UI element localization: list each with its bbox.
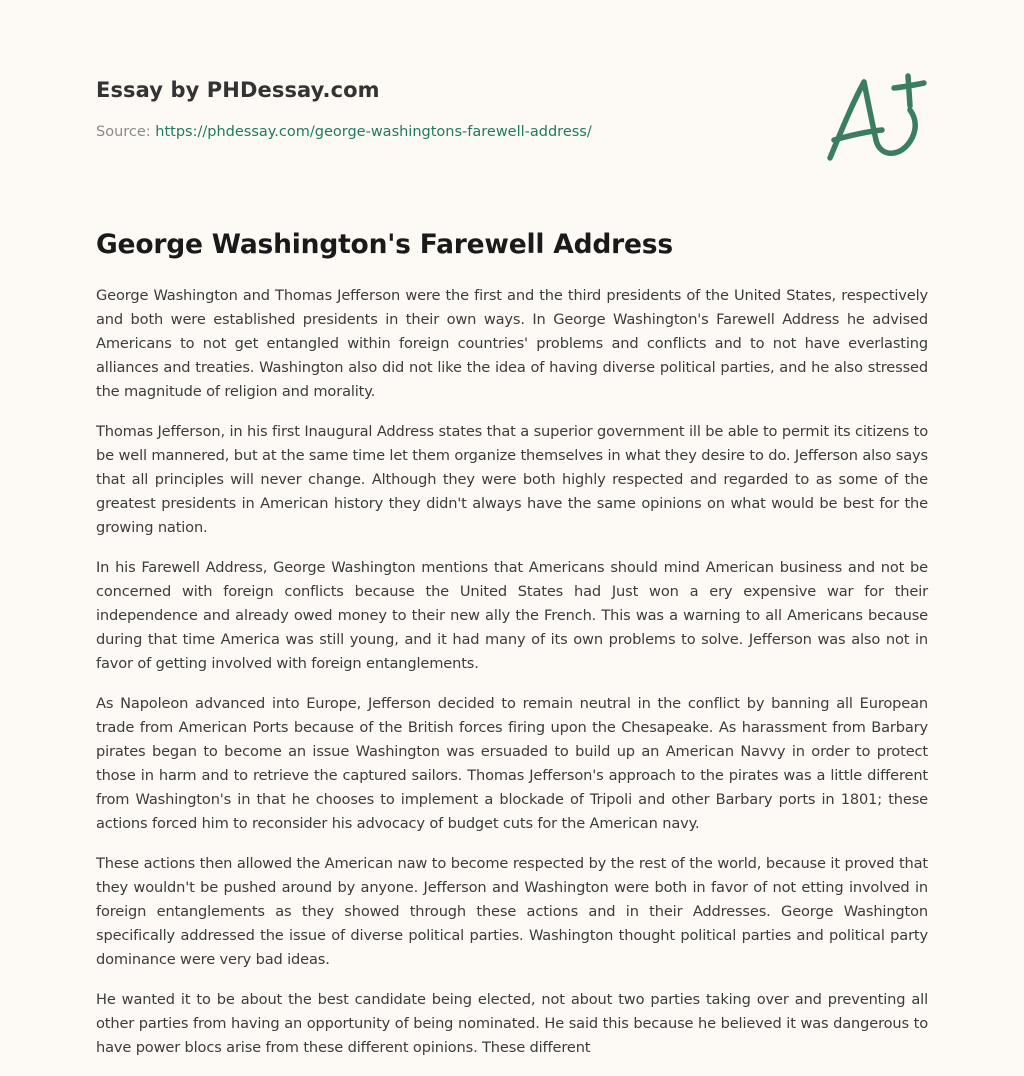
- site-brand: Essay by PHDessay.com: [96, 78, 380, 102]
- essay-paragraph: As Napoleon advanced into Europe, Jefferson decided to remain neutral in the conflict by banning all European trade from American Ports because of the British forces firing upon the Chesapeake. As harassment from Barbary pirates began to become an issue Washington was ersuaded to build up an American Navvy in order to protect those in harm and to retrieve the captured sailors. Thomas Jefferson's approach to the pirates was a little different from Washington's in that he chooses to implement a blockade of Tripoli and other Barbary ports in 1801; these actions forced him to reconsider his advocacy of budget cuts for the American navy.: [96, 695, 928, 832]
- essay-paragraph: George Washington and Thomas Jefferson were the first and the third presidents of the United States, respectively and both were established presidents in their own ways. In George Washington's Farewell Address he advised Americans to not get entangled within foreign countries' problems and conflicts and to not have everlasting alliances and treaties. Washington also did not like the idea of having diverse political parties, and he also stressed the magnitude of religion and morality.: [96, 287, 928, 400]
- source-label: Source:: [96, 124, 156, 140]
- essay-paragraph: In his Farewell Address, George Washington mentions that Americans should mind American business and not be concerned with foreign conflicts because the United States had Just won a ery expensive war for their independence and already owed money to their new ally the French. This was a warning to all Americans because during that time America was still young, and it had many of its own problems to solve. Jefferson was also not in favor of getting involved with foreign entanglements.: [96, 559, 928, 672]
- essay-paragraph: He wanted it to be about the best candidate being elected, not about two parties taking over and preventing all other parties from having an opportunity of being nominated. He said this because he believed it was dangerous to have power blocs arise from these different opinions. These different: [96, 991, 928, 1056]
- essay-title: George Washington's Farewell Address: [96, 229, 673, 260]
- essay-body: [96, 284, 928, 1076]
- essay-header: [96, 76, 928, 142]
- a-plus-grade-icon: [820, 66, 932, 166]
- source-link[interactable]: https://phdessay.com/george-washingtons-farewell-address/: [155, 124, 592, 140]
- essay-paragraph: These actions then allowed the American naw to become respected by the rest of the world, because it proved that they wouldn't be pushed around by anyone. Jefferson and Washington were both in favor of not etting involved in foreign entanglements as they showed through these actions and in their Addresses. George Washington specifically addressed the issue of diverse political parties. Washington thought political parties and political party dominance were very bad ideas.: [96, 855, 928, 968]
- source-line: [96, 122, 928, 142]
- essay-paragraph: Thomas Jefferson, in his first Inaugural Address states that a superior government ill be able to permit its citizens to be well mannered, but at the same time let them organize themselves in what they desire to do. Jefferson also says that all principles will never change. Although they were both highly respected and regarded to as some of the greatest presidents in American history they didn't always have the same opinions on what would be best for the growing nation.: [96, 423, 928, 536]
